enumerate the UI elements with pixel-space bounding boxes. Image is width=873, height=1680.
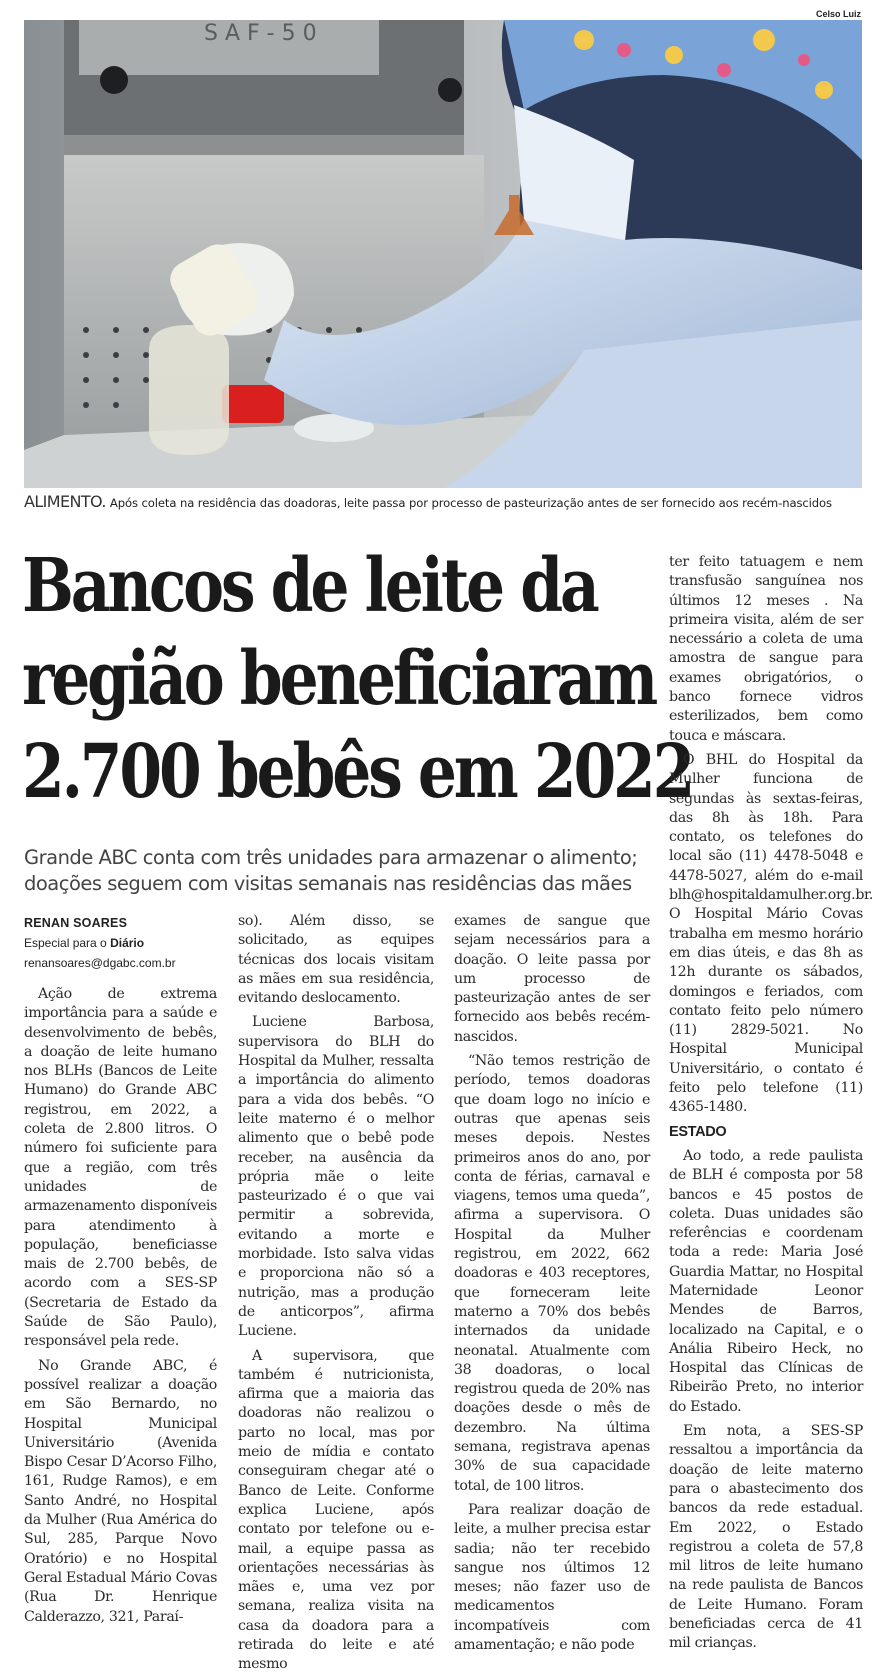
paragraph-2: No Grande ABC, é possível realizar a doação em São Bernardo, no Hospital Municipal Universitário (Avenida Bispo Cesar D’Acorso Filho, 161, Rudge Ramos), e em Santo André, no Hospital da Mulher (Rua América do Sul, 285, Parque Novo Oratório) e no Hospital Geral Estadual Mário Covas (Rua Dr. Henrique Calderazzo, 321, Paraí- [24, 1357, 217, 1625]
photo-credit: Celso Luiz [815, 9, 861, 19]
photo-caption [24, 492, 864, 511]
article-column-2 [238, 912, 434, 1680]
byline [24, 913, 234, 973]
paragraph-8: Ao todo, a rede paulista de BLH é composta por 58 bancos e 45 postos de coleta. Duas unidades são referências e coordenam toda a rede: Maria José Guardia Mattar, no Hospital Maternidade Leonor Mendes de Barros, localizado na Capital, e o Anália Ribeiro Heck, no Hospital das Clínicas de Ribeirão Preto, no interior do Estado. [669, 1147, 863, 1415]
paragraph-3: Luciene Barbosa, supervisora do BLH do Hospital da Mulher, ressalta a importância do alimento para a vida dos bebês. “O leite materno é o melhor alimento que o bebê pode receber, na ausência da própria mãe o leite pasteurizado é o que vai permitir a sobrevida, evitando a morte e morbidade. Isto salva vidas e proporciona não só a nutrição, mas a produção de anticorpos”, afirma Luciene. [238, 1014, 434, 1340]
headline-line-3: 2.700 bebês em 2022 [22, 729, 693, 815]
paragraph-4: A supervisora, que também é nutricionista, afirma que a maioria das doadoras não realizou o parto no local, mas por meio de mídia e contato conseguiram chegar até o Banco de Leite. Conforme explica Luciene, após contato por telefone ou e-mail, a equipe passa as orientações necessárias às mães e, uma vez por semana, realiza visita na casa da doadora para a retirada do leite e até mesmo [238, 1347, 434, 1673]
publication-name: Diário [110, 936, 145, 950]
article-column-4 [669, 553, 873, 1659]
headline [22, 540, 693, 819]
article-column-3 [454, 912, 650, 1660]
paragraph-6-continued: ter feito tatuagem e nem transfusão sanguínea nos últimos 12 meses . Na primeira visita, além de ser necessário a coleta de uma amostra de sangue para exames obrigatórios, o banco fornece vidros esterilizados, bem como touca e máscara. [669, 554, 863, 744]
subheadline-line-2: doações seguem com visitas semanais nas residências das mães [24, 872, 632, 895]
author-email: renansoares@dgabc.com.br [24, 956, 176, 970]
subheadline [24, 845, 664, 897]
article-photo [24, 20, 862, 488]
paragraph-5: “Não temos restrição de período, temos doadoras que doam logo no início e outras que apenas seis meses depois. Nestes primeiros anos do ano, por conta de férias, carnaval e viagens, temos uma queda”, afirma a supervisora. O Hospital da Mulher registrou, em 2022, 662 doadoras e 403 receptores, que forneceram leite materno a 70% dos bebês internados da unidade neonatal. Atualmente com 38 doadoras, o local registrou queda de 20% nas doações desde o mês de dezembro. Na última semana, registrava apenas 30% de sua capacidade total, de 100 litros. [454, 1053, 650, 1494]
author-name: RENAN SOARES [24, 916, 128, 930]
subheadline-line-1: Grande ABC conta com três unidades para armazenar o alimento; [24, 846, 638, 869]
paragraph-1: Ação de extrema importância para a saúde e desenvolvimento de bebês, a doação de leite humano nos BLHs (Bancos de Leite Humano) do Grande ABC registrou, em 2022, a coleta de 2.800 litros. O número foi suficiente para que a região, com três unidades de armazenamento disponíveis para atendimento à população, beneficiasse mais de 2.700 bebês, de acordo com a SES-SP (Secretaria de Estado da Saúde de São Paulo), responsável pela rede. [24, 986, 217, 1350]
equipment-display: S A F - 5 0 [204, 21, 317, 46]
article-column-1 [24, 985, 217, 1632]
headline-line-1: Bancos de leite da [22, 543, 597, 629]
author-role-text: Especial para o [24, 936, 107, 950]
paragraph-9: Em nota, a SES-SP ressaltou a importância da doação de leite materno para o abastecimento dos bancos da rede estadual. Em 2022, o Estado registrou a coleta de 57,8 mil litros de leite humano na rede paulista de Bancos de Leite Humano. Foram beneficiadas cerca de 41 mil crianças. [669, 1423, 863, 1652]
paragraph-2-continued: so). Além disso, se solicitado, as equipes técnicas dos locais visitam as mães em sua residência, evitando deslocamento. [238, 913, 434, 1007]
headline-line-2: região beneficiaram [22, 636, 656, 722]
author-role [24, 933, 234, 953]
caption-text: Após coleta na residência das doadoras, leite passa por processo de pasteurização antes de ser fornecido aos recém-nascidos [109, 496, 832, 510]
paragraph-6: Para realizar doação de leite, a mulher precisa estar sadia; não ter recebido sangue nos últimos 12 meses; não fazer uso de medicamentos incompatíveis com amamentação; e não pode [454, 1501, 650, 1653]
paragraph-7: O BHL do Hospital da Mulher funciona de segundas às sextas-feiras, das 8h às 18h. Para contato, os telefones do local são (11) 4478-5048 e 4478-5027, além do e-mail blh@hospitaldamulher.org.br. O Hospital Mário Covas trabalha em mesmo horário em dias úteis, e das 8h as 12h durante os sábados, domingos e feriados, com contato feito pelo número (11) 2829-5021. No Hospital Municipal Universitário, o contato é feito pelo telefone (11) 4365-1480. [669, 751, 873, 1116]
section-heading-estado: ESTADO [669, 1123, 727, 1140]
paragraph-4-continued: exames de sangue que sejam necessários para a doação. O leite passa por um processo de pasteurização antes de ser fornecido aos bebês recém-nascidos. [454, 913, 650, 1045]
caption-kicker: ALIMENTO. [24, 492, 106, 511]
